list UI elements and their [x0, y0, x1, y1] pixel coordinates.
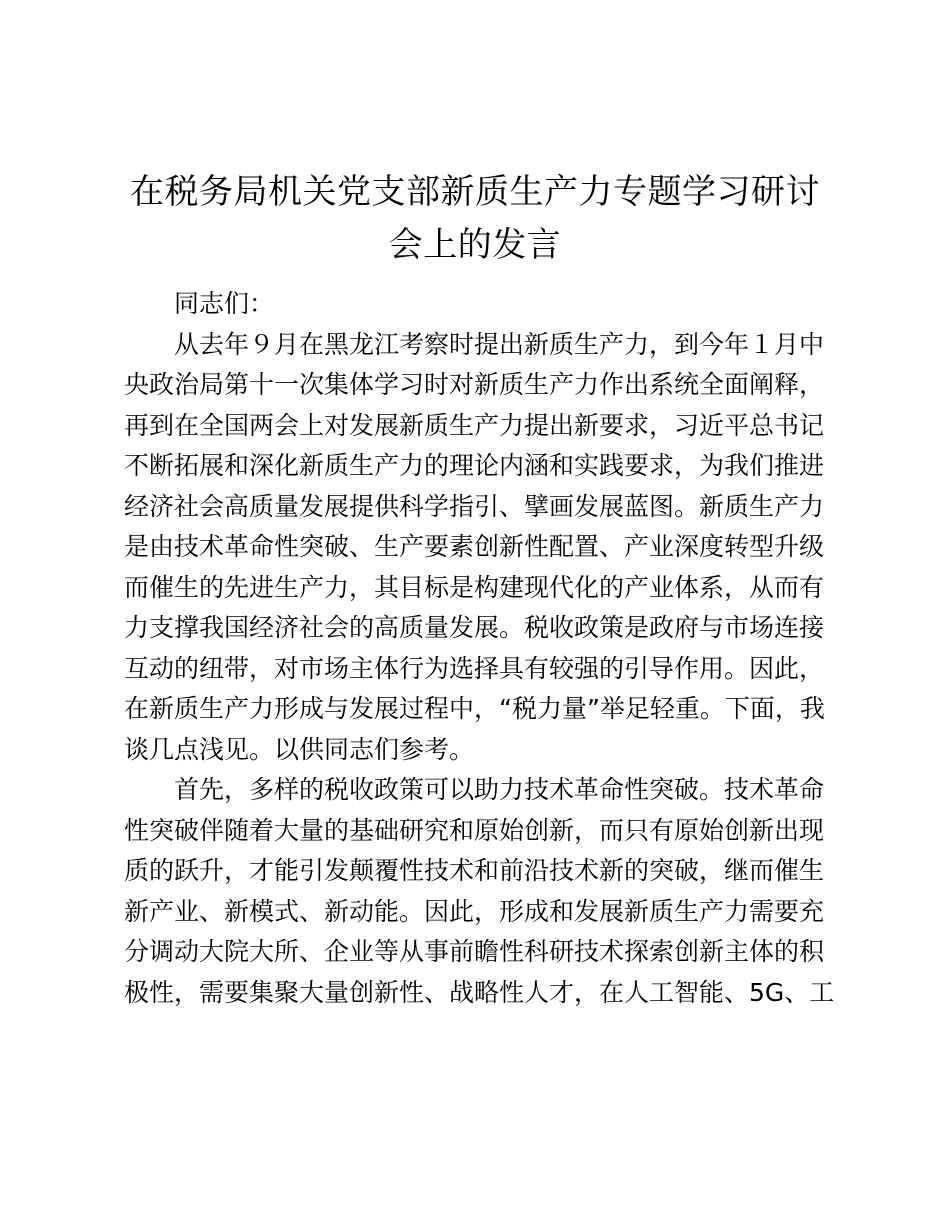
paragraph-line: 新产业、新模式、新动能。因此，形成和发展新质生产力需要充: [124, 896, 825, 926]
paragraph-line: 再到在全国两会上对发展新质生产力提出新要求，习近平总书记: [124, 410, 825, 440]
title-line: 会上的发言: [388, 225, 562, 265]
document-title: [110, 166, 840, 272]
paragraph-line: 不断拓展和深化新质生产力的理论内涵和实践要求，为我们推进: [124, 451, 825, 480]
paragraph-line: 互动的纽带，对市场主体行为选择具有较强的引导作用。因此，: [124, 653, 825, 683]
document-body: [124, 284, 836, 1013]
paragraph-line: 而催生的先进生产力，其目标是构建现代化的产业体系，从而有: [124, 572, 825, 602]
body-paragraph: [124, 770, 836, 1013]
paragraph-line: 从去年９月在黑龙江考察时提出新质生产力，到今年１月中: [174, 329, 825, 359]
body-paragraph: [124, 325, 836, 771]
paragraph-line: 极性，需要集聚大量创新性、战略性人才，在人工智能、5G、工: [124, 977, 835, 1007]
paragraph-line: 在新质生产力形成与发展过程中，“税力量”举足轻重。下面，我: [124, 694, 825, 723]
paragraph-line: 分调动大院大所、企业等从事前瞻性科研技术探索创新主体的积: [124, 937, 825, 966]
paragraph-line: 央政治局第十一次集体学习时对新质生产力作出系统全面阐释，: [124, 370, 825, 399]
title-line: 在税务局机关党支部新质生产力专题学习研讨: [130, 172, 820, 212]
paragraph-line: 力支撑我国经济社会的高质量发展。税收政策是政府与市场连接: [124, 613, 825, 642]
paragraph-line: 质的跃升，才能引发颠覆性技术和前沿技术新的突破，继而催生: [124, 856, 825, 885]
paragraph-line: 首先，多样的税收政策可以助力技术革命性突破。技术革命: [174, 775, 825, 804]
salutation: 同志们：: [174, 289, 275, 318]
paragraph-line: 谈几点浅见。以供同志们参考。: [124, 734, 475, 764]
paragraph-line: 是由技术革命性突破、生产要素创新性配置、产业深度转型升级: [124, 532, 825, 561]
paragraph-line: 性突破伴随着大量的基础研究和原始创新，而只有原始创新出现: [124, 815, 825, 845]
salutation-paragraph: [124, 284, 836, 325]
paragraph-line: 经济社会高质量发展提供科学指引、擘画发展蓝图。新质生产力: [124, 491, 825, 521]
